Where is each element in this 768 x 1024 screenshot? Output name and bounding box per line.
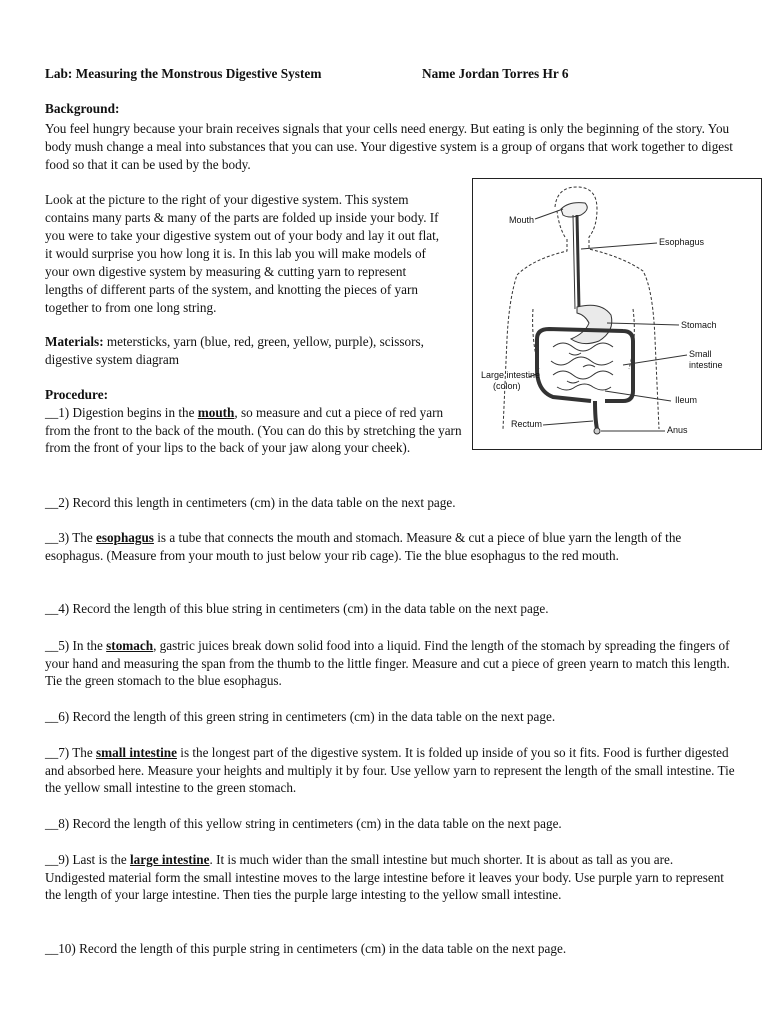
checkbox-blank[interactable]: __ [45,638,59,653]
procedure-step-8 [45,815,735,833]
checkbox-blank[interactable]: __ [45,495,59,510]
procedure-step-10 [45,940,735,958]
checkbox-blank[interactable]: __ [45,745,59,760]
label-small-intestine-line2: intestine [689,360,723,370]
materials-label: Materials: [45,334,104,349]
keyword-large-intestine: large intestine [129,852,210,867]
label-mouth: Mouth [509,215,535,225]
checkbox-blank[interactable]: __ [45,941,59,956]
procedure-step-7 [45,744,735,797]
step-text: . It is much wider than the small intestine but much shorter. It is about as tall as you are. Undigested material form the small intestine moves to the large intestine before it leaves your body. Use purple yarn to represent the length of your large intestine. Then ties the purple large intesting to the yellow small intestine. [45,852,724,902]
procedure-step-3 [45,529,735,564]
label-large-intestine-line1: Large intestine [481,370,541,380]
label-stomach: Stomach [681,320,717,330]
procedure-step-9 [45,851,735,904]
label-ileum: Ileum [675,395,698,405]
step-text: 7) The [58,745,97,760]
step-text: , so measure and cut a piece of red yarn from the front to the back of the mouth. (You can do this by stretching the yarn from the front of your lips to the back of your jaw along your cheek). [45,405,462,455]
procedure-step-4 [45,600,735,618]
procedure-step-5 [45,637,735,690]
procedure-heading: Procedure: [45,387,109,402]
step-text: 6) Record the length of this green string in centimeters (cm) in the data table on the next page. [58,709,556,724]
step-text: 5) In the [58,638,107,653]
keyword-mouth: mouth [197,405,235,420]
step-text: 10) Record the length of this purple string in centimeters (cm) in the data table on the next page. [58,941,567,956]
step-text: 4) Record the length of this blue string in centimeters (cm) in the data table on the next page. [58,601,549,616]
keyword-esophagus: esophagus [96,530,154,545]
checkbox-blank[interactable]: __ [45,709,59,724]
checkbox-blank[interactable]: __ [45,601,59,616]
keyword-small-intestine: small intestine [96,745,177,760]
keyword-stomach: stomach [106,638,154,653]
procedure-step-1 [45,404,465,457]
lab-title: Lab: Measuring the Monstrous Digestive System [45,66,322,81]
checkbox-blank[interactable]: __ [45,852,59,867]
label-anus: Anus [667,425,688,435]
label-small-intestine-line1: Small [689,349,712,359]
step-text: is the longest part of the digestive system. It is folded up inside of you so it fits. Food is further digested and absorbed here. Measure your heights and multiply it by four. Use yellow yarn to represent the length of the small intestine. Tie the yellow small intestine to the green stomach. [45,745,735,795]
step-text: 2) Record this length in centimeters (cm) in the data table on the next page. [58,495,456,510]
checkbox-blank[interactable]: __ [45,530,59,545]
label-rectum: Rectum [511,419,543,429]
procedure-step-6 [45,708,735,726]
procedure-step-2 [45,494,735,512]
materials-list: metersticks, yarn (blue, red, green, yellow, purple), scissors, digestive system diagram [45,334,424,367]
step-text: , gastric juices break down solid food into a liquid. Find the length of the stomach by spreading the fingers of your hand and measuring the span from the thumb to the little finger. Measure and cut a piece of green yearn to match this length. Tie the green stomach to the blue esophagus. [45,638,730,688]
step-text: 8) Record the length of this yellow string in centimeters (cm) in the data table on the next page. [58,816,562,831]
header [45,66,735,82]
background-intro-paragraph: You feel hungry because your brain receives signals that your cells need energy. But eating is only the beginning of the story. You body mush change a meal into substances that you can use. Your digestive system is a group of organs that work together to digest food so that it can be used by the body. [45,121,733,172]
checkbox-blank[interactable]: __ [45,816,59,831]
digestive-system-diagram [472,178,762,450]
step-text: 3) The [58,530,97,545]
student-name-line: Name Jordan Torres Hr 6 [422,66,569,81]
step-text: 1) Digestion begins in the [58,405,198,420]
step-text: is a tube that connects the mouth and stomach. Measure & cut a piece of blue yarn the length of the esophagus. (Measure from your mouth to just below your rib cage). Tie the blue esophagus to the red mouth. [45,530,682,563]
background-heading: Background: [45,101,120,116]
step-text: 9) Last is the [58,852,130,867]
checkbox-blank[interactable]: __ [45,405,59,420]
label-large-intestine-line2: (colon) [493,381,521,391]
background-picture-paragraph: Look at the picture to the right of your digestive system. This system contains many parts & many of the parts are folded up inside your body. If you were to take your digestive system out of your body and lay it out flat, it would surprise you how long it is. In this lab you will make models of your own digestive system by measuring & cutting yarn to represent lengths of different parts of the system, and knotting the pieces of yarn together to from one long string. [45,192,440,315]
materials-paragraph [45,333,445,369]
label-esophagus: Esophagus [659,237,705,247]
